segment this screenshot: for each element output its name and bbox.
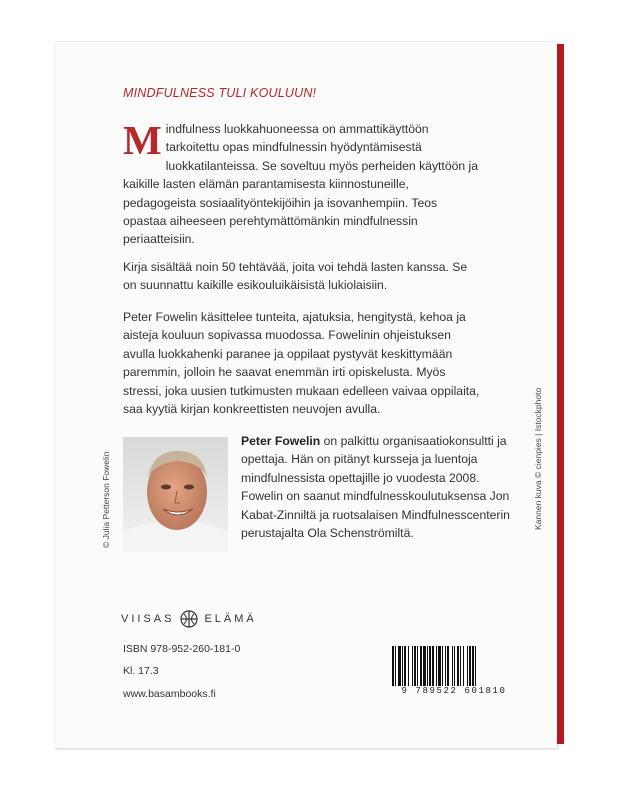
author-name: Peter Fowelin (241, 434, 321, 448)
intro-text: indfulness luokkahuoneessa on ammattikäyttöön tarkoitettu opas mindfulnessin hyödyntämisestä luokkatilanteissa. Se soveltuu myös perheiden käyttöön ja kaikille lasten elämän parantamisesta kiinnostuneille, pedagogeista sosiaalityöntekijöihin ja isovanhempiin. Teos opastaa aiheeseen perehtymättömänkin mindfulnessin periaatteisiin. (123, 122, 479, 247)
content-paragraph: Kirja sisältää noin 50 tehtävää, joita voi tehdä lasten kanssa. Se on suunnattu kaikille esikouluikäisistä lukiolaisiin. (123, 260, 468, 293)
photo-credit: © Julia Petterson Fowelin (101, 451, 111, 548)
website: www.basambooks.fi (123, 688, 216, 700)
cover-credit: Kannen kuva © cienpies | Istockphoto (533, 387, 543, 530)
tagline: MINDFULNESS TULI KOULUUN! (123, 86, 317, 100)
publisher-logo (121, 610, 257, 628)
author-bio-text: on palkittu organisaatiokonsultti ja opettaja. Hän on pitänyt kursseja ja luentoja mindfulnessista opettajille jo vuodesta 2008. Fowelin on saanut mindfulnesskoulutuksensa Jon Kabat-Zinniltä ja ruotsalaisen Mindfulnesscenterin perustajalta Ola Schenströmiltä. (241, 434, 510, 541)
intro-paragraph (123, 117, 483, 249)
author-bio (241, 432, 516, 542)
red-spine-edge (557, 44, 564, 744)
barcode-number: 9 789522 601810 (392, 686, 516, 696)
classification: Kl. 17.3 (123, 665, 159, 677)
publisher-name-right: ELÄMÄ (204, 613, 257, 625)
author-photo (123, 437, 228, 552)
drop-cap: M (123, 117, 162, 163)
publisher-emblem-icon (180, 610, 198, 628)
publisher-name-left: VIISAS (121, 613, 175, 625)
description-paragraph: Peter Fowelin käsittelee tunteita, ajatuksia, hengitystä, kehoa ja aisteja kouluun sopivassa muodossa. Fowelinin ohjeistuksen avulla luokkahenki paranee ja oppilaat pystyvät keskittymään paremmin, jolloin he saavat enemmän irti opiskelusta. Myös stressi, joka uusien tutkimusten mukaan edelleen vaivaa oppilaita, saa kyytiä kirjan konkreettisten neuvojen avulla. (123, 310, 480, 417)
isbn: ISBN 978-952-260-181-0 (123, 643, 241, 655)
barcode (390, 646, 518, 718)
